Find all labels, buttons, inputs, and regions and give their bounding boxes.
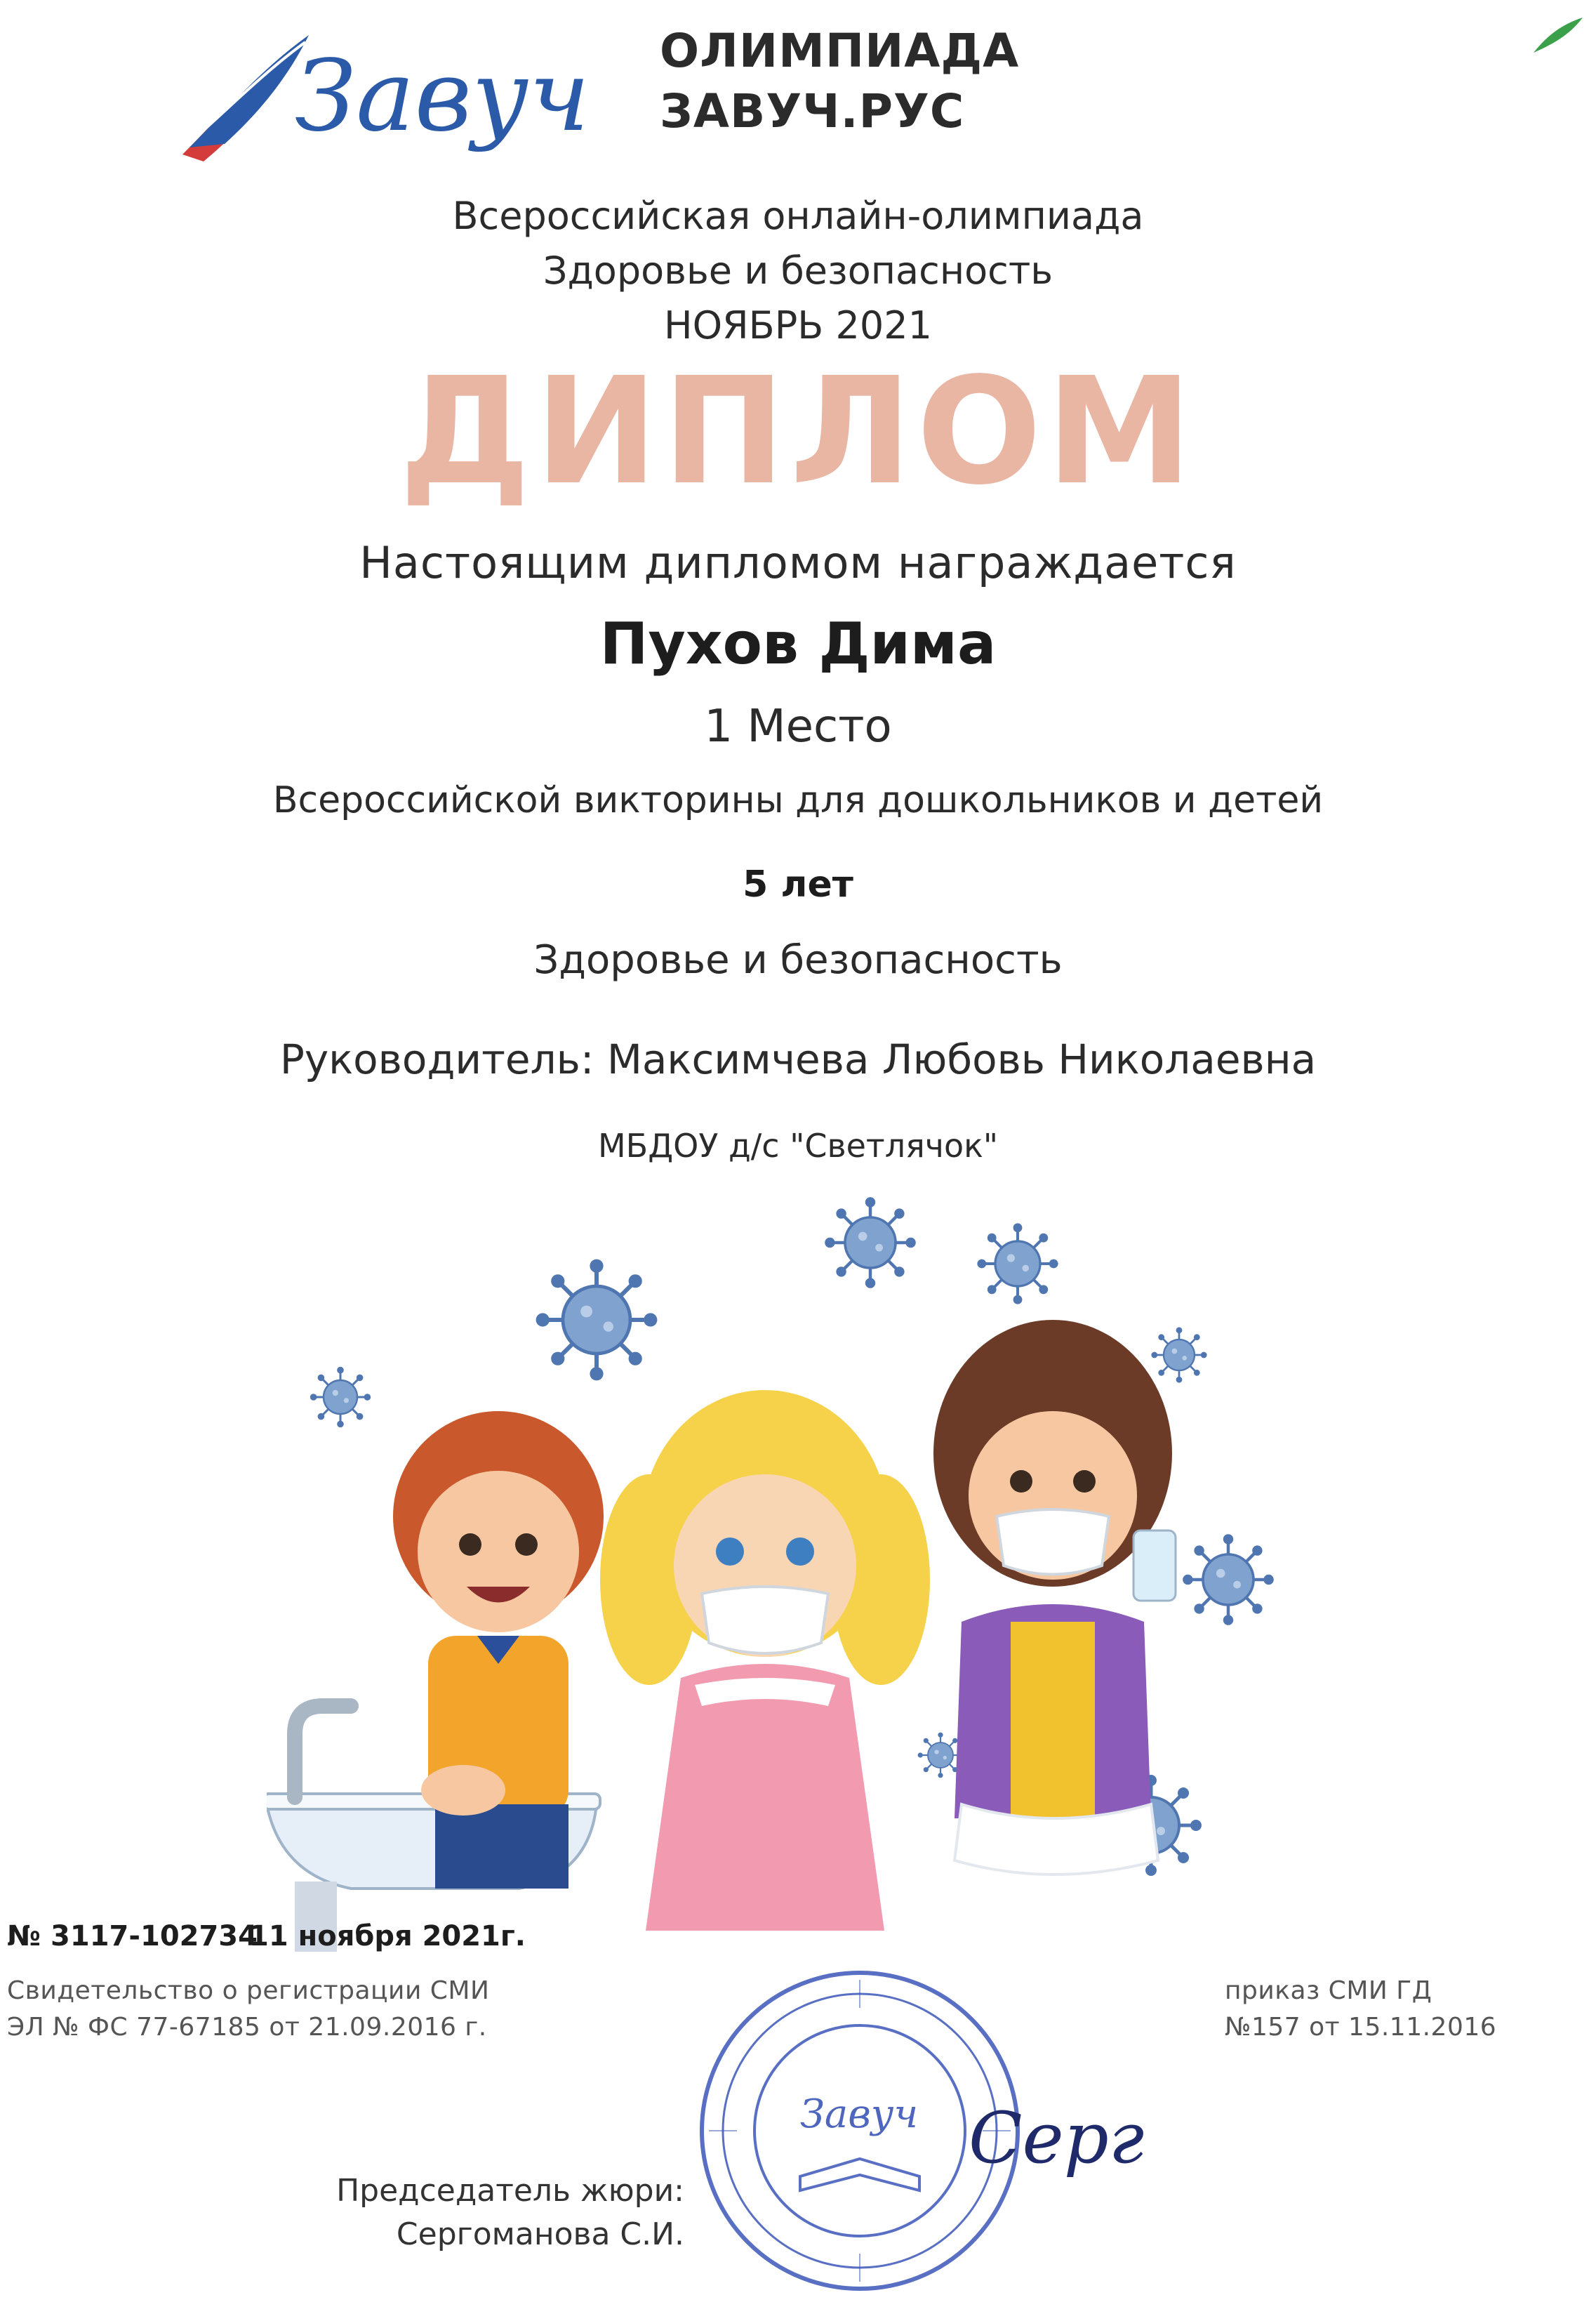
document-date: 11 ноября 2021г.	[249, 1920, 526, 1952]
book-icon	[800, 2159, 919, 2190]
brand-line-2: ЗАВУЧ.РУС	[660, 84, 965, 138]
brand-line-1: ОЛИМПИАДА	[660, 24, 1020, 78]
registration-info	[7, 1973, 489, 2046]
virus-icon	[977, 1223, 1058, 1304]
logo-text: Завуч	[295, 39, 590, 154]
jury-info	[319, 2169, 684, 2256]
jury-title: Председатель жюри:	[336, 2173, 684, 2209]
place: 1 Место	[704, 701, 892, 753]
quiz-line: Всероссийской викторины для дошкольников и детей	[272, 779, 1324, 821]
awarded-text: Настоящим дипломом награждается	[359, 537, 1237, 588]
event-line-2: Здоровье и безопасность	[543, 249, 1053, 293]
document-number: № 3117-102734	[7, 1920, 258, 1952]
virus-icon	[1183, 1534, 1274, 1625]
signature	[962, 2078, 1144, 2204]
age-line: 5 лет	[743, 864, 853, 906]
virus-icon	[1151, 1327, 1206, 1382]
event-line-3: НОЯБРЬ 2021	[664, 303, 932, 348]
registration-line-2: ЭЛ № ФС 77-67185 от 21.09.2016 г.	[7, 2013, 487, 2042]
order-info	[1225, 1973, 1496, 2046]
virus-icon	[825, 1197, 916, 1288]
signature-text: Серг	[969, 2097, 1144, 2179]
order-line-2: №157 от 15.11.2016	[1225, 2013, 1497, 2042]
diploma-title: ДИПЛОМ	[399, 345, 1197, 517]
supervisor: Руководитель: Максимчева Любовь Николаевна	[279, 1036, 1317, 1083]
stamp-logo-text: Завуч	[800, 2091, 919, 2137]
registration-line-1: Свидетельство о регистрации СМИ	[7, 1976, 490, 2005]
virus-icon	[536, 1259, 658, 1381]
order-line-1: приказ СМИ ГД	[1225, 1976, 1432, 2005]
jury-name: Сергоманова С.И.	[396, 2216, 684, 2252]
brand-name	[660, 21, 1019, 142]
winner-name: Пухов Дима	[599, 611, 997, 677]
zavuch-logo	[161, 14, 611, 183]
institution: МБДОУ д/с "Светлячок"	[597, 1127, 999, 1165]
topic: Здоровье и безопасность	[533, 937, 1063, 983]
children-illustration	[267, 1186, 1334, 1952]
event-line-1: Всероссийская онлайн-олимпиада	[452, 194, 1144, 238]
corner-leaf-mark	[1530, 14, 1586, 56]
virus-icon	[310, 1367, 371, 1427]
